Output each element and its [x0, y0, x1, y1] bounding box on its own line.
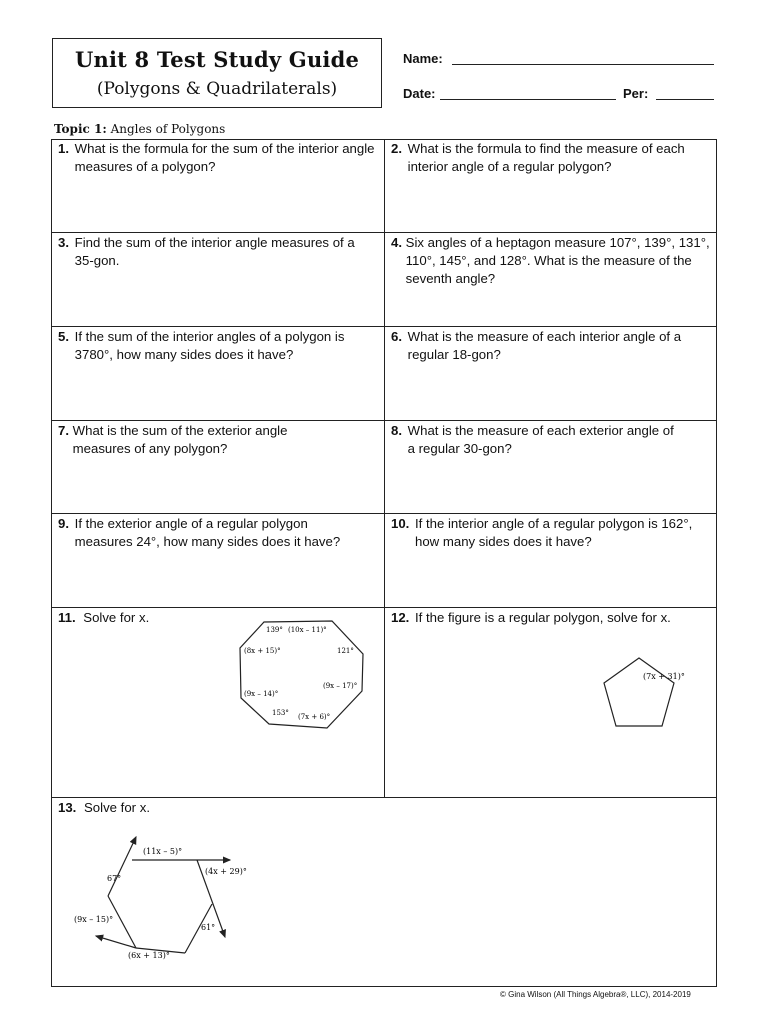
question-text: If the sum of the interior angles of a polygon is 3780°, how many sides does it have?: [74, 329, 345, 362]
question-text: If the interior angle of a regular polygon is 162°, how many sides does it have?: [415, 516, 693, 549]
question-8: [391, 422, 711, 458]
period-label: Per:: [623, 86, 649, 101]
question-text: Find the sum of the interior angle measures of a 35-gon.: [74, 235, 355, 268]
question-12: [391, 609, 711, 627]
question-text: If the exterior angle of a regular polygon measures 24°, how many sides does it have?: [74, 516, 341, 549]
question-text: If the figure is a regular polygon, solve for x.: [415, 610, 671, 625]
question-number: 12.: [391, 610, 410, 625]
question-number: 7.: [58, 423, 69, 438]
question-1: [58, 140, 376, 176]
pentagon-figure: [600, 655, 696, 731]
question-text: What is the measure of each exterior angle of a regular 30-gon?: [407, 423, 674, 456]
question-4: [391, 234, 711, 288]
question-text: Solve for x.: [83, 610, 150, 625]
angle-label: (6x + 13)°: [128, 951, 170, 960]
angle-label: (9x – 17)°: [323, 682, 358, 690]
extended-side: [108, 837, 136, 896]
angle-label: 61°: [201, 923, 216, 932]
octagon-shape: [240, 621, 363, 728]
hexagon-figure: [70, 830, 260, 965]
angle-label: (9x – 14)°: [244, 690, 279, 698]
question-text: What is the formula for the sum of the interior angle measures of a polygon?: [74, 141, 375, 174]
copyright-footer: © Gina Wilson (All Things Algebra®, LLC), 2014-2019: [500, 990, 691, 999]
question-7: [58, 422, 376, 458]
question-number: 2.: [391, 141, 402, 156]
question-2: [391, 140, 709, 176]
question-3: [58, 234, 376, 270]
column-divider: [384, 139, 385, 797]
page-title: Unit 8 Test Study Guide: [74, 47, 360, 72]
question-6: [391, 328, 711, 364]
title-box: [52, 38, 382, 108]
angle-label: (7x + 6)°: [298, 713, 331, 721]
question-text: What is the formula to find the measure of each interior angle of a regular polygon?: [407, 141, 685, 174]
question-number: 1.: [58, 141, 69, 156]
angle-label: (4x + 29)°: [205, 867, 247, 876]
angle-label: (11x – 5)°: [143, 847, 183, 856]
question-number: 5.: [58, 329, 69, 344]
page-subtitle: (Polygons & Quadrilaterals): [96, 79, 338, 99]
pentagon-shape: [604, 658, 674, 726]
question-text: Solve for x.: [84, 800, 150, 815]
name-label: Name:: [403, 51, 443, 66]
question-number: 3.: [58, 235, 69, 250]
question-number: 11.: [58, 610, 76, 625]
question-9: [58, 515, 376, 551]
question-number: 4.: [391, 235, 402, 250]
topic-label: Topic 1:: [54, 122, 107, 136]
angle-label: (10x – 11)°: [288, 626, 327, 634]
question-number: 9.: [58, 516, 69, 531]
octagon-figure: [236, 616, 368, 736]
angle-label: 121°: [337, 647, 354, 655]
question-13: [58, 799, 258, 817]
question-text: What is the measure of each interior angle of a regular 18-gon?: [407, 329, 682, 362]
question-number: 10.: [391, 516, 410, 531]
question-number: 6.: [391, 329, 402, 344]
question-text: Six angles of a heptagon measure 107°, 139°, 131°, 110°, 145°, and 128°. What is the measure of the seventh angle?: [405, 235, 710, 286]
angle-label: 139°: [266, 626, 283, 634]
angle-label: 153°: [272, 709, 289, 717]
date-field[interactable]: [440, 87, 616, 100]
question-10: [391, 515, 711, 551]
angle-label: 67°: [107, 874, 122, 883]
question-text: What is the sum of the exterior angle measures of any polygon?: [72, 423, 288, 456]
row-divider: [51, 797, 717, 798]
topic-heading: [54, 122, 225, 136]
date-label: Date:: [403, 86, 436, 101]
question-number: 13.: [58, 800, 77, 815]
topic-name: Angles of Polygons: [110, 122, 226, 136]
angle-label: (9x – 15)°: [74, 915, 114, 924]
question-11: [58, 609, 178, 627]
name-field[interactable]: [452, 52, 714, 65]
angle-label: (8x + 15)°: [244, 647, 281, 655]
question-number: 8.: [391, 423, 402, 438]
angle-label: (7x + 31)°: [643, 672, 685, 681]
period-field[interactable]: [656, 87, 714, 100]
question-5: [58, 328, 376, 364]
